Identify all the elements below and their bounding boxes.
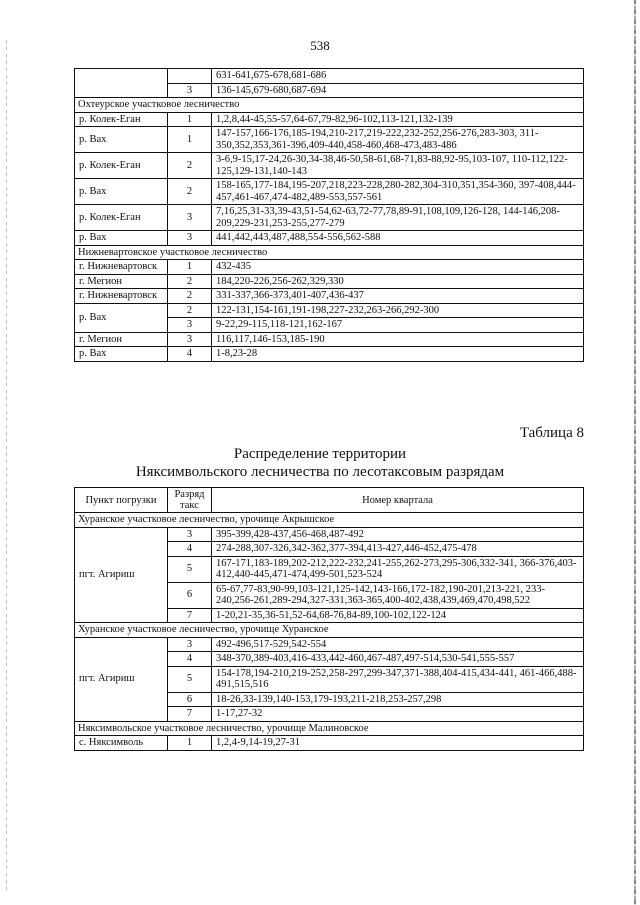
loading-point: р. Колек-Еган — [75, 205, 168, 231]
table-8-body — [75, 513, 584, 751]
section-label: Охтеурское участковое лесничество — [75, 98, 584, 113]
table-row — [75, 179, 584, 205]
tax-grade: 2 — [168, 153, 212, 179]
tax-grade: 3 — [168, 83, 212, 98]
table-row — [75, 332, 584, 347]
loading-point: р. Колек-Еган — [75, 153, 168, 179]
table-header-row — [75, 488, 584, 513]
block-numbers: 18-26,33-139,140-153,179-193,211-218,253-257,298 — [212, 692, 584, 707]
tax-grade: 6 — [168, 582, 212, 608]
tax-grade: 5 — [168, 556, 212, 582]
section-label: Нижневартовское участковое лесничество — [75, 245, 584, 260]
loading-point: г. Мегион — [75, 332, 168, 347]
loading-point — [75, 69, 168, 98]
block-numbers: 348-370,389-403,416-433,442-460,467-487,497-514,530-541,555-557 — [212, 652, 584, 667]
block-numbers: 158-165,177-184,195-207,218,223-228,280-282,304-310,351,354-360, 397-408,444-457,461-467,474-482,489-553,557-561 — [212, 179, 584, 205]
table-row — [75, 260, 584, 275]
block-numbers: 492-496,517-529,542-554 — [212, 637, 584, 652]
section-label: Няксимвольское участковое лесничество, урочище Малиновское — [75, 721, 584, 736]
table-row — [75, 112, 584, 127]
tax-grade: 2 — [168, 303, 212, 318]
block-numbers: 3-6,9-15,17-24,26-30,34-38,46-50,58-61,68-71,83-88,92-95,103-107, 110-112,122-125,129-131,140-143 — [212, 153, 584, 179]
loading-point: г. Нижневартовск — [75, 260, 168, 275]
block-numbers: 9-22,29-115,118-121,162-167 — [212, 318, 584, 333]
block-numbers: 331-337,366-373,401-407,436-437 — [212, 289, 584, 304]
section-label: Хуранское участковое лесничество, урочище Акрышское — [75, 513, 584, 528]
tax-grade: 1 — [168, 736, 212, 751]
loading-point: с. Няксимволь — [75, 736, 168, 751]
tax-grade: 3 — [168, 205, 212, 231]
table-row — [75, 205, 584, 231]
table-row — [75, 303, 584, 318]
table-row — [75, 736, 584, 751]
tax-grade: 6 — [168, 692, 212, 707]
section-row — [75, 721, 584, 736]
loading-point: р. Вах — [75, 179, 168, 205]
block-numbers: 136-145,679-680,687-694 — [212, 83, 584, 98]
block-numbers: 167-171,183-189,202-212,222-232,241-255,262-273,295-306,332-341, 366-376,403-412,440-445,471-474,499-501,523-524 — [212, 556, 584, 582]
tax-grade: 3 — [168, 637, 212, 652]
tax-grade — [168, 69, 212, 84]
loading-point: р. Вах — [75, 231, 168, 246]
loading-point: р. Вах — [75, 127, 168, 153]
block-numbers: 395-399,428-437,456-468,487-492 — [212, 527, 584, 542]
tax-grade: 4 — [168, 347, 212, 362]
table-caption: Таблица 8 — [519, 425, 584, 441]
table-8 — [74, 487, 584, 751]
block-numbers: 1-20,21-35,36-51,52-64,68-76,84-89,100-102,122-124 — [212, 608, 584, 623]
block-numbers: 154-178,194-210,219-252,258-297,299-347,371-388,404-415,434-441, 461-466,488-491,515,516 — [212, 666, 584, 692]
block-numbers: 184,220-226,256-262,329,330 — [212, 274, 584, 289]
section-label: Хуранское участковое лесничество, урочище Хуранское — [75, 623, 584, 638]
tax-grade: 5 — [168, 666, 212, 692]
table-row — [75, 127, 584, 153]
block-numbers: 1-8,23-28 — [212, 347, 584, 362]
tax-grade: 1 — [168, 112, 212, 127]
table-row — [75, 69, 584, 84]
tax-grade: 1 — [168, 260, 212, 275]
table-row — [75, 637, 584, 652]
block-numbers: 116,117,146-153,185-190 — [212, 332, 584, 347]
loading-point: г. Мегион — [75, 274, 168, 289]
block-numbers: 122-131,154-161,191-198,227-232,263-266,292-300 — [212, 303, 584, 318]
tax-grade: 7 — [168, 707, 212, 722]
table-row — [75, 231, 584, 246]
table-continued-body — [75, 69, 584, 362]
table-row — [75, 347, 584, 362]
loading-point: пгт. Агириш — [75, 527, 168, 623]
tax-grade: 3 — [168, 231, 212, 246]
table-continued — [74, 68, 584, 362]
block-numbers: 1,2,4-9,14-19,27-31 — [212, 736, 584, 751]
block-numbers: 631-641,675-678,681-686 — [212, 69, 584, 84]
tax-grade: 7 — [168, 608, 212, 623]
header-grade: Разряд такс — [168, 488, 212, 513]
block-numbers: 147-157,166-176,185-194,210-217,219-222,232-252,256-276,283-303, 311-350,352,353,361-396,409-440,458-460,468-473,483-486 — [212, 127, 584, 153]
table-title-line-2: Няксимвольского лесничества по лесотаксовым разрядам — [135, 464, 505, 480]
table-row — [75, 527, 584, 542]
block-numbers: 65-67,77-83,90-99,103-121,125-142,143-166,172-182,190-201,213-221, 233-240,256-261,289-294,327-331,363-365,400-402,438,439,469,470,498,522 — [212, 582, 584, 608]
header-numbers: Номер квартала — [212, 488, 584, 513]
table-title-line-1: Распределение территории — [233, 446, 407, 462]
block-numbers: 1,2,8,44-45,55-57,64-67,79-82,96-102,113-121,132-139 — [212, 112, 584, 127]
table-row — [75, 274, 584, 289]
tax-grade: 2 — [168, 179, 212, 205]
block-numbers: 432-435 — [212, 260, 584, 275]
block-numbers: 274-288,307-326,342-362,377-394,413-427,446-452,475-478 — [212, 542, 584, 557]
loading-point: р. Колек-Еган — [75, 112, 168, 127]
tax-grade: 3 — [168, 527, 212, 542]
loading-point: пгт. Агириш — [75, 637, 168, 721]
tax-grade: 3 — [168, 318, 212, 333]
tax-grade: 3 — [168, 332, 212, 347]
tax-grade: 1 — [168, 127, 212, 153]
section-row — [75, 623, 584, 638]
loading-point: г. Нижневартовск — [75, 289, 168, 304]
tax-grade: 2 — [168, 274, 212, 289]
table-row — [75, 153, 584, 179]
tax-grade: 2 — [168, 289, 212, 304]
section-row — [75, 513, 584, 528]
section-row — [75, 98, 584, 113]
tax-grade: 4 — [168, 542, 212, 557]
section-row — [75, 245, 584, 260]
block-numbers: 441,442,443,487,488,554-556,562-588 — [212, 231, 584, 246]
loading-point: р. Вах — [75, 347, 168, 362]
table-row — [75, 289, 584, 304]
header-point: Пункт погрузки — [75, 488, 168, 513]
page-number: 538 — [310, 38, 330, 53]
block-numbers: 7,16,25,31-33,39-43,51-54,62-63,72-77,78,89-91,108,109,126-128, 144-146,208-209,229-231,253-255,277-279 — [212, 205, 584, 231]
tax-grade: 4 — [168, 652, 212, 667]
loading-point: р. Вах — [75, 303, 168, 332]
block-numbers: 1-17,27-32 — [212, 707, 584, 722]
